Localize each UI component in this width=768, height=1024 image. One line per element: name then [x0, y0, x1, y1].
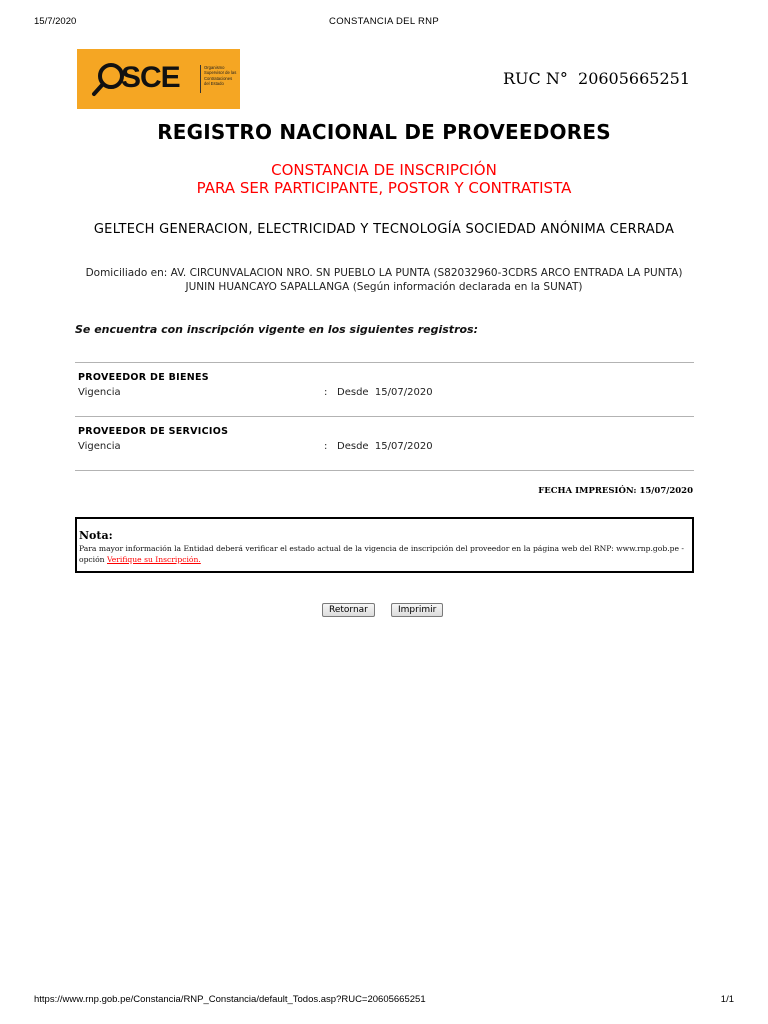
- company-name: GELTECH GENERACION, ELECTRICIDAD Y TECNOLOGÍA SOCIEDAD ANÓNIMA CERRADA: [93, 222, 675, 237]
- colon: :: [324, 441, 328, 452]
- vigencia-value: Desde 15/07/2020: [337, 441, 433, 452]
- company-address: Domiciliado en: AV. CIRCUNVALACION NRO. SN PUEBLO LA PUNTA (S82032960-3CDRS ARCO ENTRADA LA PUNTA) JUNIN HUANCAYO SAPALLANGA (Según información declarada en la SUNAT): [85, 267, 683, 293]
- osce-logo: [77, 49, 240, 109]
- vigencia-label: Vigencia: [78, 441, 121, 452]
- ruc-label: RUC N°: [502, 69, 568, 88]
- registro-title-servicios: PROVEEDOR DE SERVICIOS: [78, 426, 229, 437]
- logo-divider: [200, 65, 201, 93]
- divider: [75, 416, 694, 417]
- imprimir-button[interactable]: Imprimir: [391, 603, 443, 617]
- colon: :: [324, 387, 328, 398]
- divider: [75, 362, 694, 363]
- fecha-impresion: FECHA IMPRESIÓN: 15/07/2020: [538, 486, 693, 496]
- print-date: 15/7/2020: [34, 16, 77, 27]
- page-title: REGISTRO NACIONAL DE PROVEEDORES: [157, 120, 611, 144]
- retornar-button[interactable]: Retornar: [322, 603, 375, 617]
- print-title: CONSTANCIA DEL RNP: [329, 16, 439, 27]
- vigencia-value: Desde 15/07/2020: [337, 387, 433, 398]
- registros-intro: Se encuentra con inscripción vigente en los siguientes registros:: [75, 323, 478, 336]
- print-footer: [0, 994, 768, 1008]
- print-header: [0, 16, 768, 30]
- magnifier-icon: [91, 61, 125, 97]
- print-url: https://www.rnp.gob.pe/Constancia/RNP_Constancia/default_Todos.asp?RUC=20605665251: [34, 994, 426, 1005]
- logo-text: SCE: [121, 61, 180, 94]
- nota-box: [75, 517, 694, 573]
- divider: [75, 470, 694, 471]
- vigencia-label: Vigencia: [78, 387, 121, 398]
- nota-text: Para mayor información la Entidad deberá verificar el estado actual de la vigencia de inscripción del proveedor en la página web del RNP: www.rnp.gob.pe - opción Verifique su Inscripción.: [79, 544, 684, 564]
- print-page-number: 1/1: [720, 994, 734, 1005]
- constancia-subtitle: [0, 161, 768, 197]
- subtitle-line-1: CONSTANCIA DE INSCRIPCIÓN: [271, 161, 497, 179]
- verifique-link[interactable]: Verifique su Inscripción.: [107, 555, 201, 564]
- registro-title-bienes: PROVEEDOR DE BIENES: [78, 372, 209, 383]
- nota-title: Nota:: [79, 529, 113, 542]
- subtitle-line-2: PARA SER PARTICIPANTE, POSTOR Y CONTRATISTA: [196, 179, 572, 197]
- logo-subtitle: Organismo Supervisor de las Contrataciones del Estado: [204, 65, 237, 87]
- ruc-value: 20605665251: [578, 69, 690, 88]
- ruc-number: [503, 69, 690, 88]
